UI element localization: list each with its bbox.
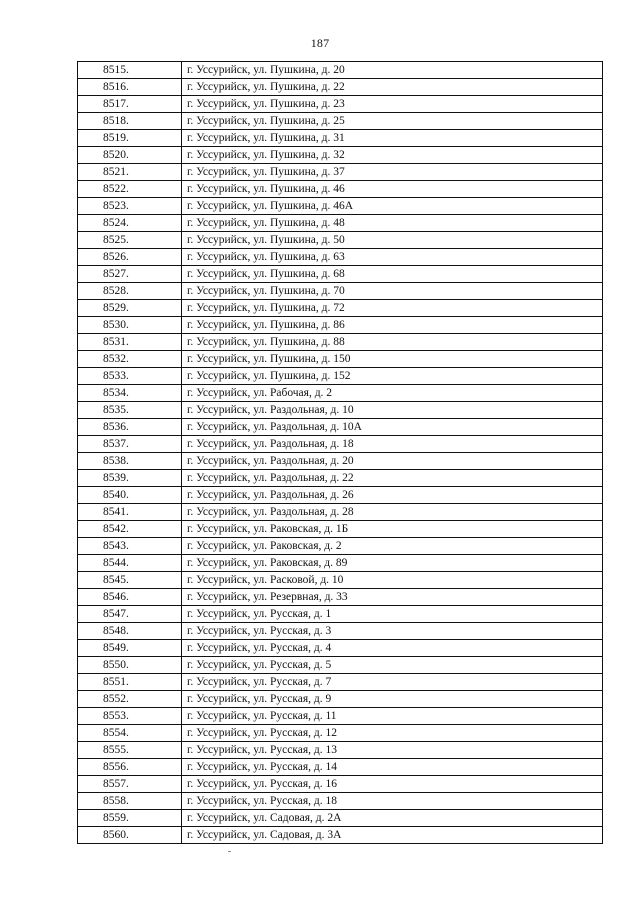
row-address: г. Уссурийск, ул. Пушкина, д. 32: [187, 149, 345, 161]
row-number: 8549.: [78, 640, 182, 656]
table-row: [78, 317, 602, 334]
table-row: [78, 657, 602, 674]
table-row: [78, 147, 602, 164]
row-number: 8544.: [78, 555, 182, 571]
table-row: [78, 810, 602, 827]
row-address: г. Уссурийск, ул. Пушкина, д. 48: [187, 217, 345, 229]
row-address: г. Уссурийск, ул. Садовая, д. 2А: [187, 812, 342, 824]
row-number: 8529.: [78, 300, 182, 316]
row-number: 8551.: [78, 674, 182, 690]
row-number: 8548.: [78, 623, 182, 639]
row-address: г. Уссурийск, ул. Раздольная, д. 20: [187, 455, 354, 467]
table-row: [78, 215, 602, 232]
table-row: [78, 130, 602, 147]
table-row: [78, 708, 602, 725]
row-number: 8516.: [78, 79, 182, 95]
scan-speck: [228, 851, 231, 852]
table-row: [78, 623, 602, 640]
row-address: г. Уссурийск, ул. Раздольная, д. 10А: [187, 421, 362, 433]
row-address: г. Уссурийск, ул. Раздольная, д. 26: [187, 489, 354, 501]
row-number: 8552.: [78, 691, 182, 707]
table-row: [78, 470, 602, 487]
table-row: [78, 62, 602, 79]
table-row: [78, 385, 602, 402]
table-row: [78, 453, 602, 470]
table-row: [78, 487, 602, 504]
row-address: г. Уссурийск, ул. Раковская, д. 1Б: [187, 523, 349, 535]
table-row: [78, 776, 602, 793]
row-address: г. Уссурийск, ул. Пушкина, д. 150: [187, 353, 351, 365]
row-number: 8536.: [78, 419, 182, 435]
row-number: 8540.: [78, 487, 182, 503]
row-address: г. Уссурийск, ул. Русская, д. 9: [187, 693, 332, 705]
table-row: [78, 79, 602, 96]
row-address: г. Уссурийск, ул. Резервная, д. 33: [187, 591, 348, 603]
table-row: [78, 759, 602, 776]
row-address: г. Уссурийск, ул. Раздольная, д. 10: [187, 404, 354, 416]
row-address: г. Уссурийск, ул. Пушкина, д. 70: [187, 285, 345, 297]
row-number: 8539.: [78, 470, 182, 486]
table-row: [78, 249, 602, 266]
row-number: 8558.: [78, 793, 182, 809]
row-number: 8535.: [78, 402, 182, 418]
row-address: г. Уссурийск, ул. Русская, д. 7: [187, 676, 332, 688]
row-number: 8556.: [78, 759, 182, 775]
row-address: г. Уссурийск, ул. Пушкина, д. 20: [187, 64, 345, 76]
table-row: [78, 436, 602, 453]
row-number: 8527.: [78, 266, 182, 282]
table-row: [78, 300, 602, 317]
row-number: 8534.: [78, 385, 182, 401]
row-address: г. Уссурийск, ул. Пушкина, д. 37: [187, 166, 345, 178]
table-row: [78, 827, 602, 844]
table-row: [78, 504, 602, 521]
row-number: 8515.: [78, 62, 182, 78]
row-number: 8542.: [78, 521, 182, 537]
row-number: 8522.: [78, 181, 182, 197]
row-number: 8557.: [78, 776, 182, 792]
row-address: г. Уссурийск, ул. Раздольная, д. 28: [187, 506, 354, 518]
row-number: 8560.: [78, 827, 182, 843]
row-address: г. Уссурийск, ул. Русская, д. 16: [187, 778, 337, 790]
row-address: г. Уссурийск, ул. Пушкина, д. 152: [187, 370, 351, 382]
row-number: 8525.: [78, 232, 182, 248]
row-number: 8543.: [78, 538, 182, 554]
row-address: г. Уссурийск, ул. Русская, д. 5: [187, 659, 332, 671]
row-number: 8526.: [78, 249, 182, 265]
table-row: [78, 402, 602, 419]
table-row: [78, 181, 602, 198]
row-number: 8545.: [78, 572, 182, 588]
row-number: 8524.: [78, 215, 182, 231]
table-row: [78, 368, 602, 385]
row-address: г. Уссурийск, ул. Русская, д. 18: [187, 795, 337, 807]
row-number: 8550.: [78, 657, 182, 673]
row-number: 8538.: [78, 453, 182, 469]
table-row: [78, 742, 602, 759]
row-address: г. Уссурийск, ул. Русская, д. 1: [187, 608, 332, 620]
row-address: г. Уссурийск, ул. Пушкина, д. 46: [187, 183, 345, 195]
table-row: [78, 674, 602, 691]
row-address: г. Уссурийск, ул. Раковская, д. 2: [187, 540, 342, 552]
row-address: г. Уссурийск, ул. Расковой, д. 10: [187, 574, 344, 586]
table-row: [78, 572, 602, 589]
row-number: 8553.: [78, 708, 182, 724]
row-number: 8520.: [78, 147, 182, 163]
table-row: [78, 606, 602, 623]
table-row: [78, 164, 602, 181]
table-row: [78, 555, 602, 572]
row-address: г. Уссурийск, ул. Рабочая, д. 2: [187, 387, 333, 399]
row-number: 8533.: [78, 368, 182, 384]
row-address: г. Уссурийск, ул. Русская, д. 4: [187, 642, 332, 654]
row-address: г. Уссурийск, ул. Пушкина, д. 63: [187, 251, 345, 263]
table-row: [78, 266, 602, 283]
row-address: г. Уссурийск, ул. Русская, д. 13: [187, 744, 337, 756]
row-address: г. Уссурийск, ул. Раздольная, д. 22: [187, 472, 354, 484]
table-row: [78, 419, 602, 436]
table-row: [78, 283, 602, 300]
row-address: г. Уссурийск, ул. Пушкина, д. 86: [187, 319, 345, 331]
table-row: [78, 96, 602, 113]
row-address: г. Уссурийск, ул. Пушкина, д. 88: [187, 336, 345, 348]
row-address: г. Уссурийск, ул. Пушкина, д. 50: [187, 234, 345, 246]
table-row: [78, 589, 602, 606]
row-number: 8521.: [78, 164, 182, 180]
row-address: г. Уссурийск, ул. Пушкина, д. 23: [187, 98, 345, 110]
table-row: [78, 198, 602, 215]
row-number: 8517.: [78, 96, 182, 112]
row-number: 8528.: [78, 283, 182, 299]
row-number: 8531.: [78, 334, 182, 350]
row-address: г. Уссурийск, ул. Пушкина, д. 68: [187, 268, 345, 280]
row-number: 8530.: [78, 317, 182, 333]
row-address: г. Уссурийск, ул. Раздольная, д. 18: [187, 438, 354, 450]
row-number: 8555.: [78, 742, 182, 758]
row-address: г. Уссурийск, ул. Пушкина, д. 25: [187, 115, 345, 127]
row-number: 8537.: [78, 436, 182, 452]
table-row: [78, 725, 602, 742]
row-number: 8559.: [78, 810, 182, 826]
page-number: 187: [310, 36, 330, 50]
address-table: [77, 61, 603, 844]
row-address: г. Уссурийск, ул. Русская, д. 3: [187, 625, 332, 637]
table-row: [78, 232, 602, 249]
row-number: 8532.: [78, 351, 182, 367]
table-row: [78, 640, 602, 657]
row-address: г. Уссурийск, ул. Русская, д. 11: [187, 710, 337, 722]
row-address: г. Уссурийск, ул. Раковская, д. 89: [187, 557, 348, 569]
row-address: г. Уссурийск, ул. Садовая, д. 3А: [187, 829, 342, 841]
row-number: 8554.: [78, 725, 182, 741]
table-row: [78, 538, 602, 555]
row-address: г. Уссурийск, ул. Пушкина, д. 31: [187, 132, 345, 144]
row-address: г. Уссурийск, ул. Русская, д. 14: [187, 761, 337, 773]
row-address: г. Уссурийск, ул. Пушкина, д. 22: [187, 81, 345, 93]
row-number: 8546.: [78, 589, 182, 605]
table-row: [78, 334, 602, 351]
row-number: 8518.: [78, 113, 182, 129]
table-row: [78, 793, 602, 810]
row-address: г. Уссурийск, ул. Пушкина, д. 72: [187, 302, 345, 314]
row-number: 8541.: [78, 504, 182, 520]
row-number: 8519.: [78, 130, 182, 146]
table-row: [78, 351, 602, 368]
row-number: 8547.: [78, 606, 182, 622]
row-address: г. Уссурийск, ул. Пушкина, д. 46А: [187, 200, 354, 212]
row-address: г. Уссурийск, ул. Русская, д. 12: [187, 727, 337, 739]
table-row: [78, 521, 602, 538]
table-row: [78, 113, 602, 130]
table-row: [78, 691, 602, 708]
row-number: 8523.: [78, 198, 182, 214]
